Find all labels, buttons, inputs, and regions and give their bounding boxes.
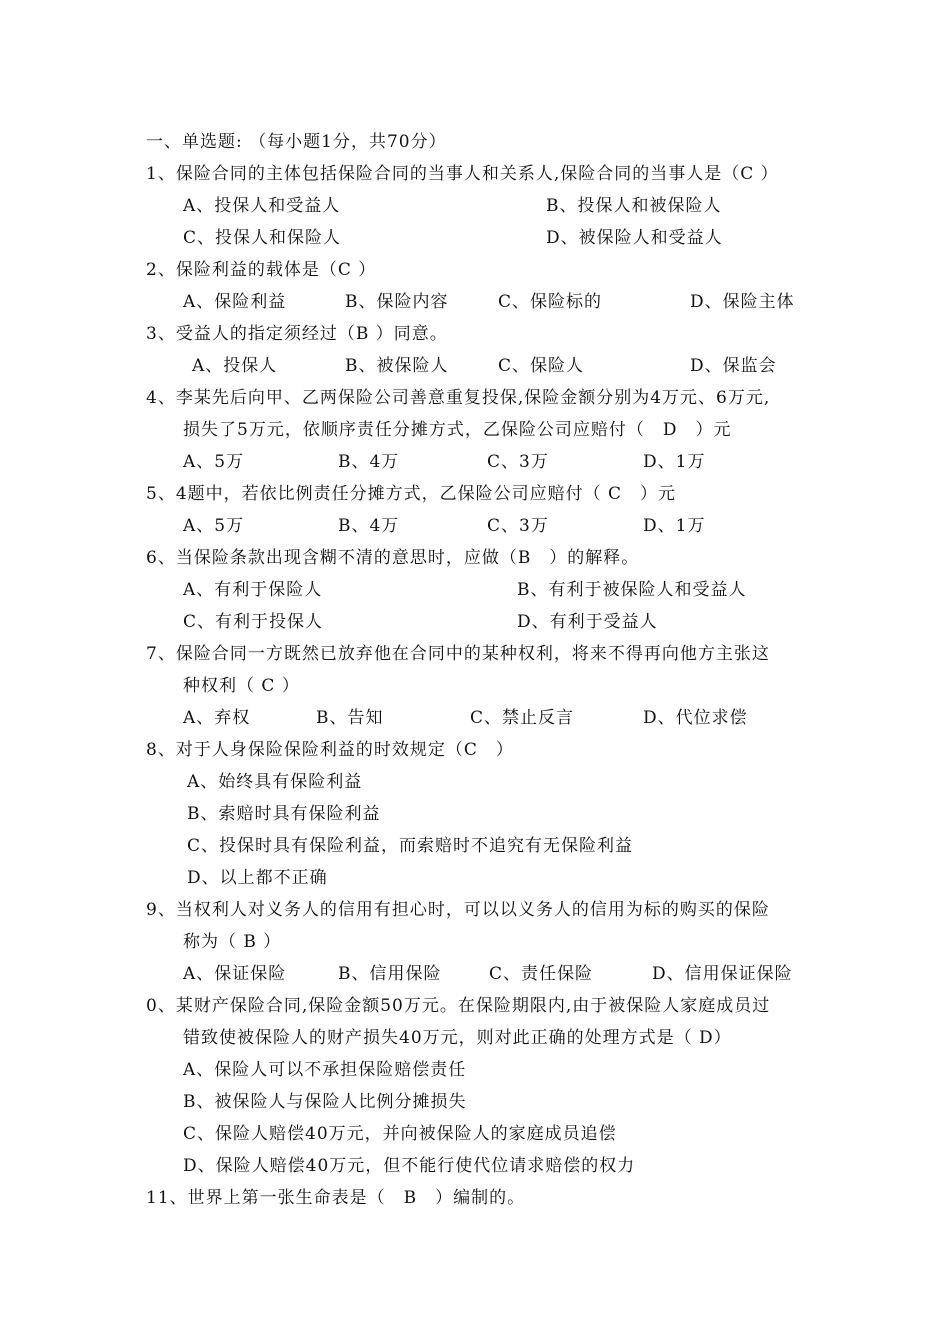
question-5-stem: 5、4题中，若依比例责任分摊方式，乙保险公司应赔付（ C ）元 <box>146 484 677 504</box>
question-10-stem: 0、某财产保险合同,保险金额50万元。在保险期限内,由于被保险人家庭成员过 <box>146 996 771 1016</box>
question-8-option-a: A、始终具有保险利益 <box>187 772 363 792</box>
question-8-option-b: B、索赔时具有保险利益 <box>187 804 381 824</box>
question-6-stem: 6、当保险条款出现含糊不清的意思时，应做（B ）的解释。 <box>146 548 640 568</box>
question-6-option-a: A、有利于保险人 <box>183 580 323 600</box>
question-4-stem-continued: 损失了5万元，依顺序责任分摊方式，乙保险公司应赔付（ D ）元 <box>183 420 732 440</box>
question-2-option-b: B、保险内容 <box>345 292 449 312</box>
question-1-option-b: B、投保人和被保险人 <box>546 196 722 216</box>
question-7-option-b: B、告知 <box>316 708 384 728</box>
question-9-option-b: B、信用保险 <box>338 964 442 984</box>
question-10-option-a: A、保险人可以不承担保险赔偿责任 <box>183 1060 467 1080</box>
question-2-stem: 2、保险利益的载体是（C ） <box>146 260 377 280</box>
question-2-option-c: C、保险标的 <box>498 292 603 312</box>
question-3-option-a: A、投保人 <box>192 356 278 376</box>
question-6-option-c: C、有利于投保人 <box>183 612 324 632</box>
question-3-option-b: B、被保险人 <box>345 356 449 376</box>
question-4-option-a: A、5万 <box>183 452 245 472</box>
question-8-stem: 8、对于人身保险保险利益的时效规定（C ） <box>146 740 514 760</box>
question-5-option-d: D、1万 <box>643 516 706 536</box>
question-8-option-c: C、投保时具有保险利益，而索赔时不追究有无保险利益 <box>187 836 634 856</box>
question-11-stem: 11、世界上第一张生命表是（ B ）编制的。 <box>146 1188 526 1208</box>
question-7-stem: 7、保险合同一方既然已放弃他在合同中的某种权利，将来不得再向他方主张这 <box>146 644 770 664</box>
question-9-stem: 9、当权利人对义务人的信用有担心时，可以以义务人的信用为标的购买的保险 <box>146 900 770 920</box>
question-4-option-b: B、4万 <box>338 452 400 472</box>
question-1-option-d: D、被保险人和受益人 <box>546 228 723 248</box>
question-9-stem-continued: 称为（ B ） <box>183 932 282 952</box>
question-1-option-c: C、投保人和保险人 <box>183 228 342 248</box>
question-7-option-d: D、代位求偿 <box>643 708 748 728</box>
question-8-option-d: D、以上都不正确 <box>187 868 328 888</box>
question-7-stem-continued: 种权利（ C ） <box>183 676 300 696</box>
question-7-option-c: C、禁止反言 <box>470 708 575 728</box>
question-1-stem: 1、保险合同的主体包括保险合同的当事人和关系人,保险合同的当事人是（C ） <box>146 164 779 184</box>
question-10-stem-continued: 错致使被保险人的财产损失40万元，则对此正确的处理方式是（ D） <box>183 1028 732 1048</box>
question-5-option-a: A、5万 <box>183 516 245 536</box>
question-7-option-a: A、弃权 <box>183 708 251 728</box>
question-3-option-c: C、保险人 <box>498 356 585 376</box>
question-9-option-a: A、保证保险 <box>183 964 287 984</box>
question-10-option-c: C、保险人赔偿40万元，并向被保险人的家庭成员追偿 <box>183 1124 617 1144</box>
question-4-option-d: D、1万 <box>643 452 706 472</box>
question-10-option-b: B、被保险人与保险人比例分摊损失 <box>183 1092 467 1112</box>
section-title: 一、单选题: （每小题1分，共70分） <box>146 132 447 152</box>
question-2-option-d: D、保险主体 <box>690 292 795 312</box>
question-4-stem: 4、李某先后向甲、乙两保险公司善意重复投保,保险金额分别为4万元、6万元, <box>146 388 771 408</box>
question-9-option-c: C、责任保险 <box>489 964 594 984</box>
question-5-option-b: B、4万 <box>338 516 400 536</box>
question-6-option-d: D、有利于受益人 <box>517 612 658 632</box>
question-10-option-d: D、保险人赔偿40万元，但不能行使代位请求赔偿的权力 <box>183 1156 636 1176</box>
question-2-option-a: A、保险利益 <box>183 292 287 312</box>
question-3-option-d: D、保监会 <box>690 356 777 376</box>
question-5-option-c: C、3万 <box>487 516 549 536</box>
question-3-stem: 3、受益人的指定须经过（B ）同意。 <box>146 324 448 344</box>
question-9-option-d: D、信用保证保险 <box>652 964 793 984</box>
question-4-option-c: C、3万 <box>487 452 549 472</box>
question-1-option-a: A、投保人和受益人 <box>183 196 341 216</box>
question-6-option-b: B、有利于被保险人和受益人 <box>517 580 747 600</box>
